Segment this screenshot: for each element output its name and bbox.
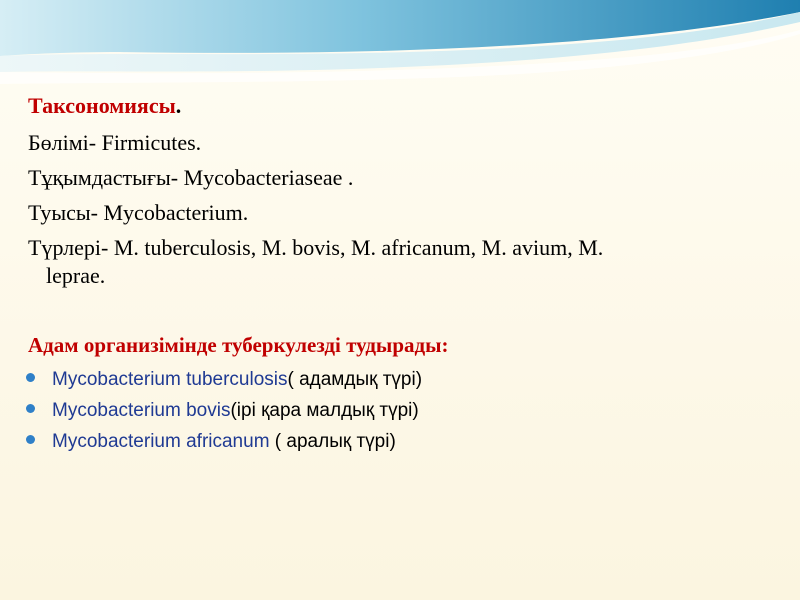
bullet-name: Mycobacterium tuberculosis — [52, 369, 288, 390]
top-wave-band — [0, 0, 800, 90]
bullet-item — [26, 397, 419, 425]
species-line-continued: leprae. — [46, 263, 106, 288]
taxonomy-heading — [28, 92, 181, 120]
bullet-marker-icon — [26, 373, 35, 382]
taxonomy-title-text: Таксономиясы — [28, 93, 176, 118]
bullet-name: Mycobacterium africanum — [52, 431, 270, 452]
taxonomy-title-dot: . — [175, 93, 182, 118]
bullet-note: ( адамдық түрі) — [287, 369, 423, 390]
bullet-item — [26, 366, 422, 394]
bullet-note: ( аралық түрі) — [269, 431, 396, 452]
species-line: Түрлері- M. tuberculosis, M. bovis, M. africanum, M. avium, M. — [28, 235, 604, 260]
disease-subheading: Адам организімінде туберкулезді тудырады: — [28, 333, 449, 357]
bullet-marker-icon — [26, 435, 35, 444]
bullet-marker-icon — [26, 404, 35, 413]
bullet-item — [26, 428, 396, 456]
bullet-note: (ірі қара малдық түрі) — [230, 400, 419, 421]
bullet-name: Mycobacterium bovis — [52, 400, 231, 421]
genus-line: Туысы- Mycobacterium. — [28, 200, 249, 225]
family-line: Тұқымдастығы- Mycobacteriaseae . — [28, 165, 354, 190]
division-line: Бөлімі- Firmicutes. — [28, 130, 202, 155]
